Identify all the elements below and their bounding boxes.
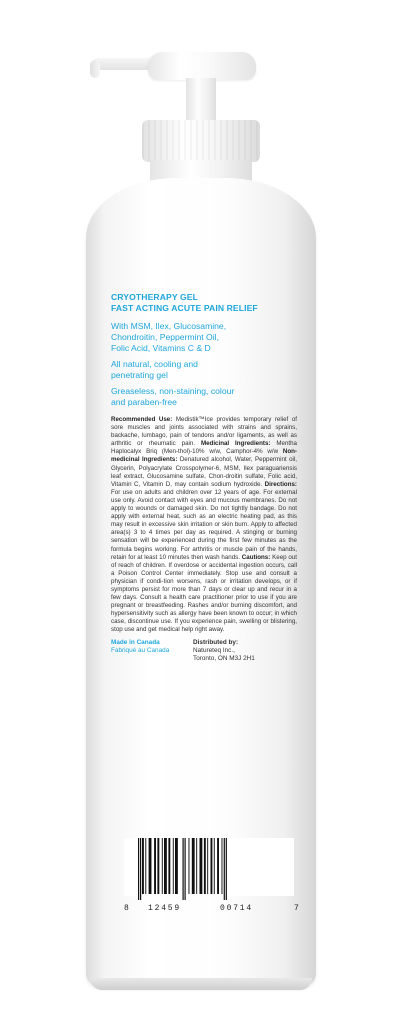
directions-text: For use on adults and children over 12 years of age. For external use only. Avoid contact with eyes and mucous membranes. Do not apply to wounds or damaged skin. Do not tightly bandage. Do not apply with external heat, such as an electric heating pad, as this may result in excessive skin irritation or skin burn. Apply to affected area(s) 3 to 4 times per day as required. A stinging or burning sensation will be experienced during the first few minutes as the formula begins working. For arthritis or muscle pain of the hands, retain for at least 10 minutes then wash hands. — [111, 488, 297, 561]
barcode-bar — [200, 838, 203, 894]
headline-line-2: FAST ACTING ACUTE PAIN RELIEF — [111, 303, 258, 313]
recommended-use-title: Recommended Use: — [111, 416, 173, 423]
barcode-bar — [145, 838, 146, 894]
non-medicinal-ingredients-text: Denatured alcohol, Water, Peppermint oil, Glycerin, Polyacrylate Crosspolymer-6, MSM, Ilex paraguariensis leaf extract, Glucosamine sulfate, Chon-droitin sulfate, Folic acid, Vitamin C, Vitamin D, may contain sodium hydroxide. — [111, 456, 297, 488]
barcode-digits-left: 12459 — [148, 904, 182, 913]
upc-barcode — [124, 838, 299, 913]
made-in-canada: Made in Canada — [111, 638, 160, 646]
feature-line: Greaseless, non-staining, colour — [111, 386, 235, 396]
barcode-bar — [162, 838, 163, 894]
label-headline — [111, 292, 297, 314]
label-fine-print — [111, 416, 297, 635]
barcode-guard-bar — [183, 838, 184, 900]
barcode-bar — [192, 838, 195, 894]
barcode-bar — [196, 838, 197, 894]
barcode-bar — [189, 838, 190, 894]
pump-stem — [186, 78, 216, 122]
barcode-bar — [211, 838, 213, 894]
barcode-bar — [164, 838, 167, 894]
fabrique-au-canada: Fabriqué au Canada — [111, 646, 170, 654]
cautions-text: Keep out of reach of children. If overdose or accidental ingestion occurs, call a Poison Control Center immediately. Stop use and consult a physician if condi-tion worsens, rash or irritation develops, or if symptoms persist for more than 7 days or clear up and recur in a few days. Consult a health care practitioner prior to use if you are pregnant or breastfeeding. Rashes and/or burning discomfort, and hypersensitivity such as allergy have been known to occur; in which case, discontinue use. If you experience pain, swelling or blistering, stop use and get medical help right away. — [111, 553, 297, 634]
pump-nozzle-tip — [90, 60, 100, 78]
distributor-city: Toronto, ON M3J 2H1 — [193, 654, 255, 662]
barcode-digit-first: 8 — [124, 904, 129, 913]
label-footer — [111, 639, 297, 669]
barcode-guard-bar — [224, 838, 225, 900]
key-ingredients-line: Folic Acid, Vitamins C & D — [111, 343, 211, 353]
barcode-bar — [214, 838, 215, 894]
barcode-bar — [204, 838, 206, 894]
product-label — [111, 292, 297, 840]
feature-line: All natural, cooling and — [111, 359, 198, 369]
barcode-bar — [149, 838, 152, 894]
medicinal-ingredients-text: Mentha Haplocalyx Briq (Men-thol)-10% w/w, Camphor-4% w/w — [111, 440, 297, 456]
distributor-block — [193, 639, 255, 663]
cautions-title: Cautions: — [241, 553, 271, 561]
distributor-name: Natureteq Inc., — [193, 646, 235, 654]
recommended-use-text: Medistik™Ice provides temporary relief of sore muscles and joints associated with strains and sprains, backache, lumbago, pain of tendons and/or ligaments, as well as arthritic or rheumatic pain. — [111, 416, 297, 448]
barcode-bar — [222, 838, 223, 894]
bottle-base — [90, 978, 312, 990]
barcode-bar — [175, 838, 178, 894]
barcode-bar — [154, 838, 156, 894]
barcode-digit-last: 7 — [294, 904, 299, 913]
barcode-bar — [207, 838, 208, 894]
distributed-by-title: Distributed by: — [193, 638, 239, 646]
barcode-bar — [142, 838, 144, 894]
barcode-digits — [124, 904, 302, 914]
key-ingredients-line: With MSM, Ilex, Glucosamine, — [111, 321, 227, 331]
key-ingredients — [111, 321, 297, 354]
barcode-bar — [168, 838, 170, 894]
key-ingredients-line: Chondroitin, Peppermint Oil, — [111, 332, 219, 342]
pump-collar — [142, 120, 260, 162]
barcode-guard-bar — [185, 838, 186, 900]
non-medicinal-ingredients-title: Non-medicinal Ingredients: — [111, 448, 297, 464]
feature-line: penetrating gel — [111, 370, 168, 380]
feature-greaseless — [111, 386, 297, 408]
pump-head — [148, 52, 256, 80]
barcode-guard-bar — [226, 838, 227, 900]
barcode-bar — [173, 838, 174, 894]
barcode-bars — [130, 838, 296, 900]
medicinal-ingredients-title: Medicinal Ingredients: — [200, 440, 271, 448]
feature-line: and paraben-free — [111, 397, 177, 407]
barcode-guard-bar — [138, 838, 139, 900]
barcode-guard-bar — [140, 838, 141, 900]
origin-block — [111, 639, 169, 655]
feature-natural — [111, 359, 297, 381]
barcode-bar — [157, 838, 159, 894]
barcode-bar — [217, 838, 219, 894]
directions-title: Directions: — [264, 480, 297, 488]
headline-line-1: CRYOTHERAPY GEL — [111, 292, 198, 302]
barcode-digits-right: 00714 — [220, 904, 254, 913]
